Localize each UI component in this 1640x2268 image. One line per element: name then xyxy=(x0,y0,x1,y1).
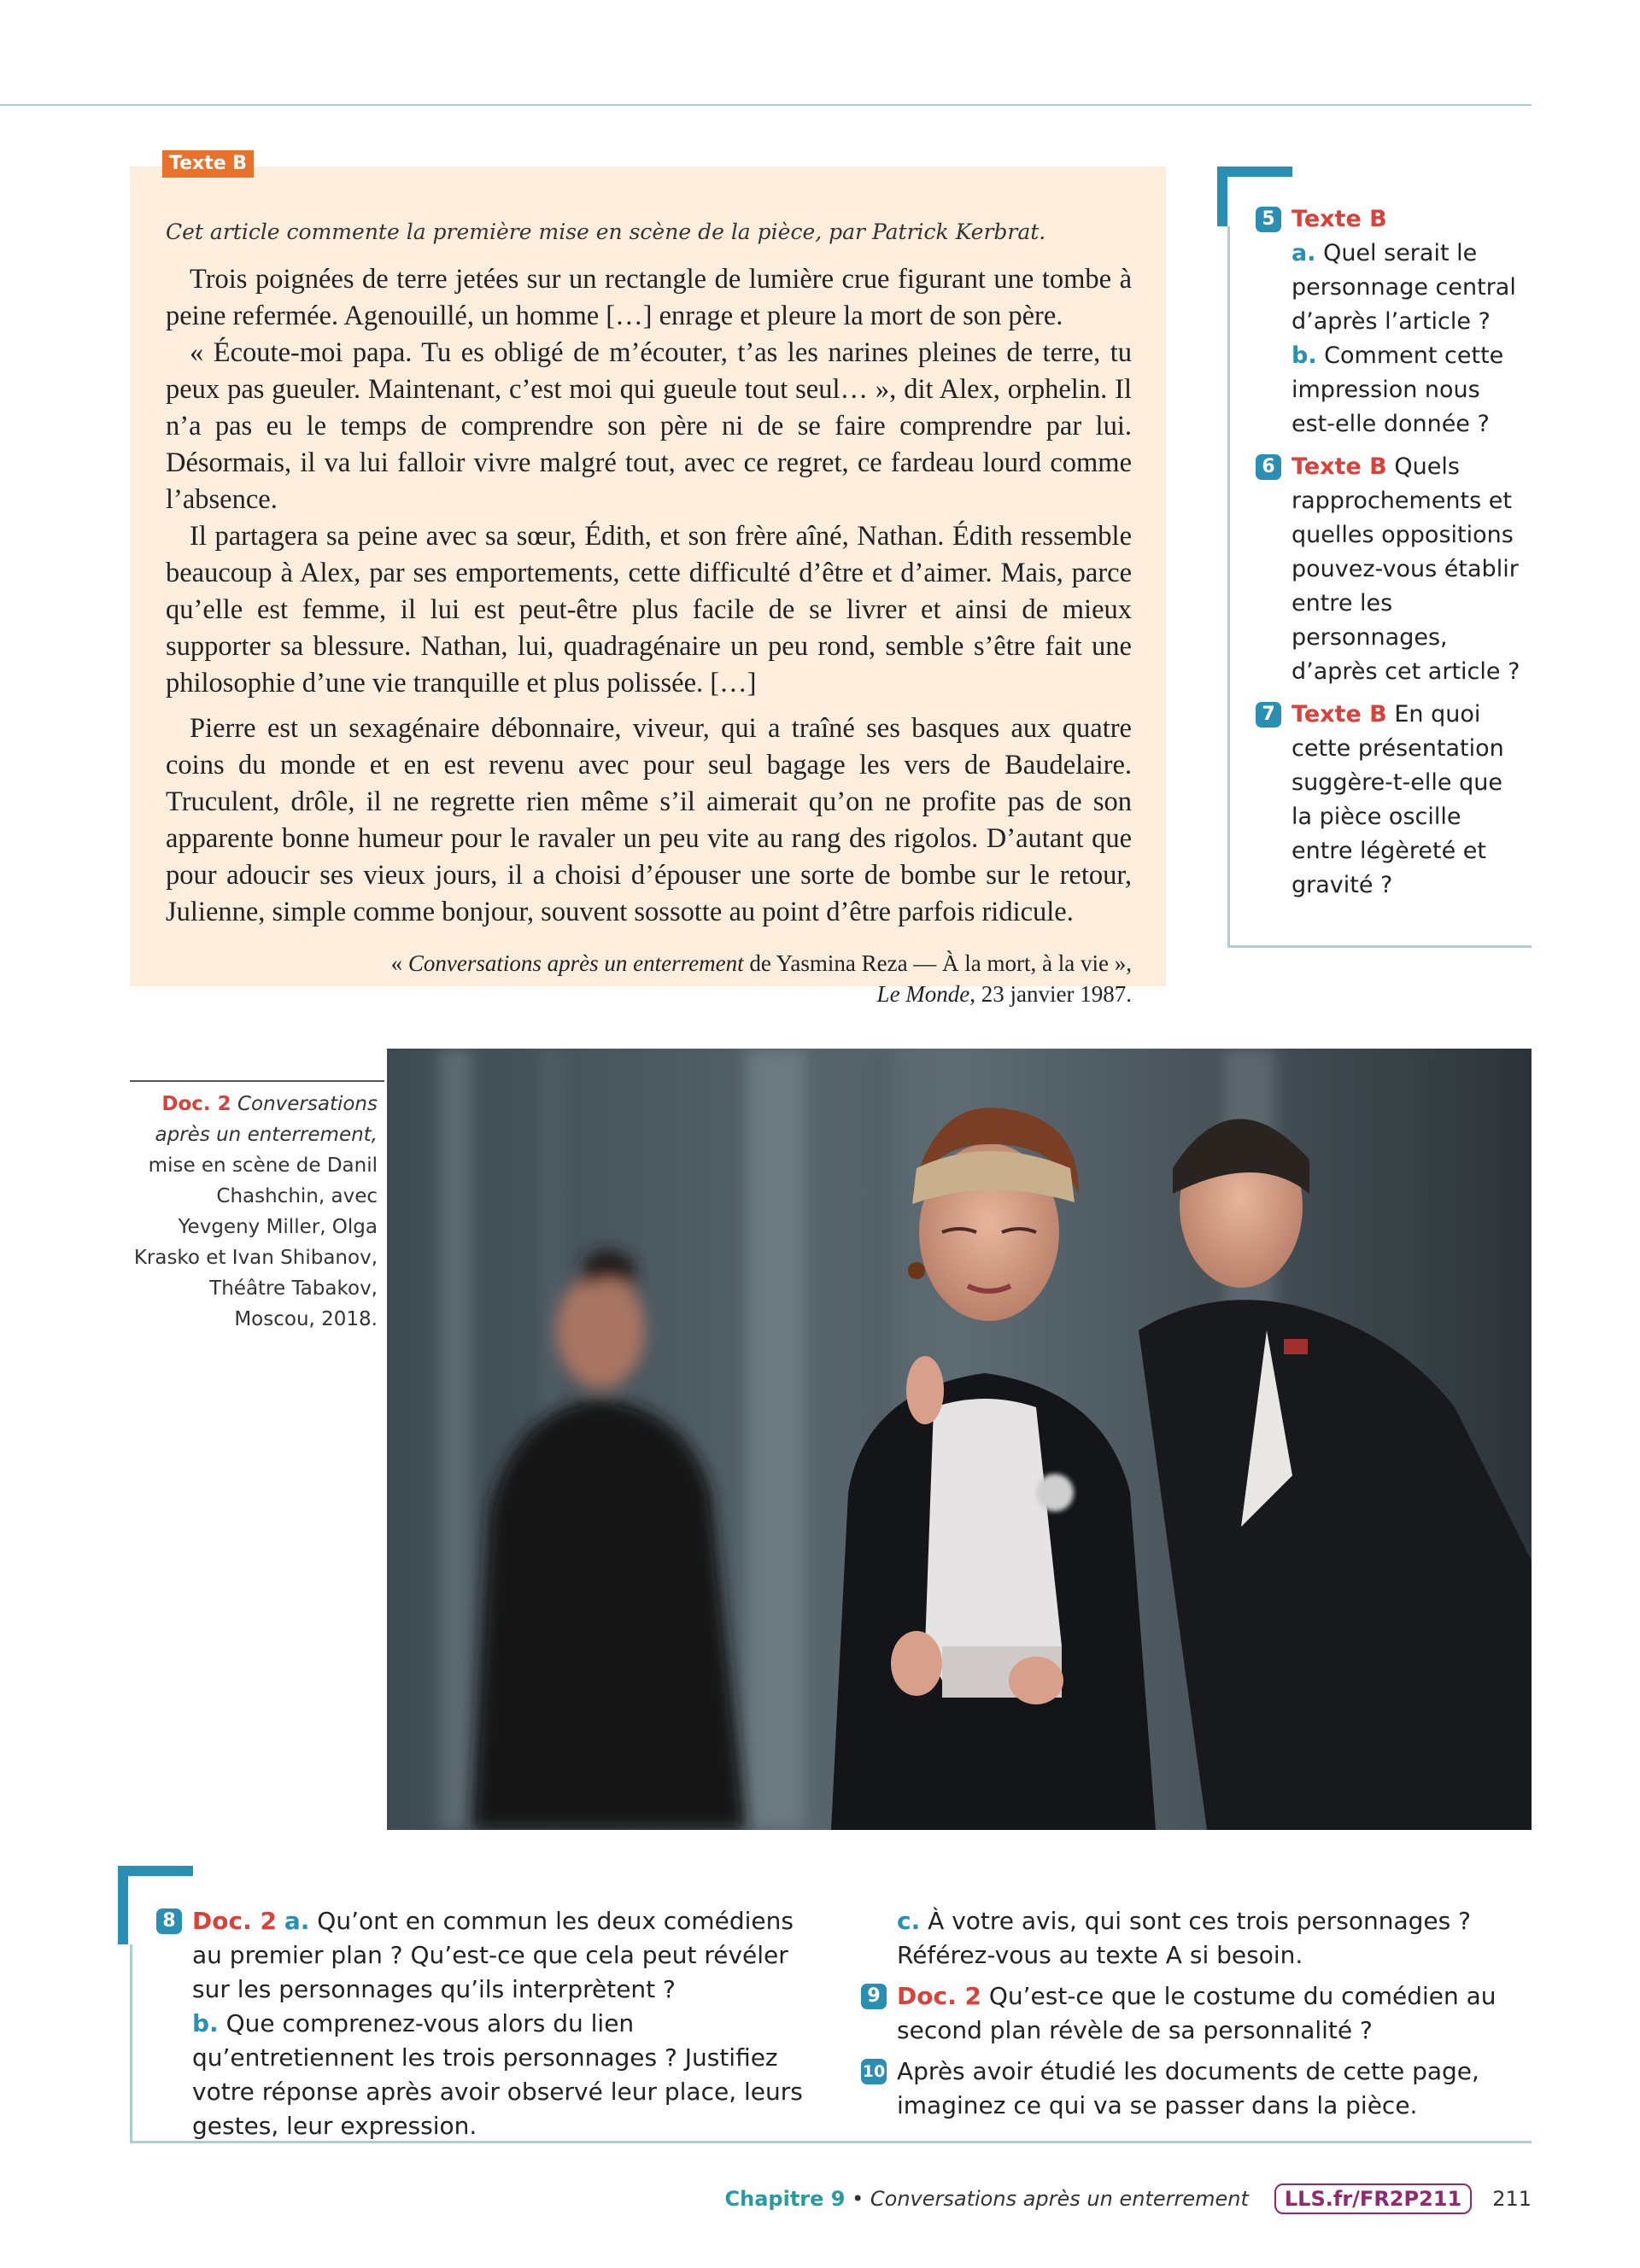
question-letter: a. xyxy=(284,1907,310,1935)
panel-border xyxy=(130,1944,132,2143)
footer-separator: • xyxy=(845,2187,870,2211)
panel-border xyxy=(1227,945,1532,948)
question-text: Comment cette impression nous est-elle donnée ? xyxy=(1292,342,1504,437)
source-title: Conversations après un enterrement xyxy=(407,950,744,976)
question-letter: a. xyxy=(1292,240,1316,266)
question-number: 5 xyxy=(1256,207,1281,232)
article-source xyxy=(166,948,1132,1009)
panel-corner xyxy=(118,1866,193,1876)
question-ref: Texte B xyxy=(1292,453,1387,480)
question-6 xyxy=(1256,450,1529,689)
question-text: Quels rapprochements et quelles oppositions pouvez-vous établir entre les personnages, d’après cet article ? xyxy=(1292,453,1520,685)
question-text: Que comprenez-vous alors du lien qu’entretiennent les trois personnages ? Justifiez votre réponse après avoir observé leur place, leurs gestes, leur expression. xyxy=(192,2009,803,2140)
question-text: Qu’est-ce que le costume du comédien au second plan révèle de sa personnalité ? xyxy=(897,1982,1496,2044)
panel-corner xyxy=(1217,167,1227,226)
stage-photo-graphic xyxy=(387,1049,1532,1830)
source-mid: de Yasmina Reza — À la mort, à la vie », xyxy=(743,950,1132,976)
page-footer xyxy=(725,2182,1532,2216)
question-letter: c. xyxy=(897,1907,921,1935)
panel-corner xyxy=(118,1866,128,1944)
question-ref: Texte B xyxy=(1292,206,1387,232)
footer-chapter: Chapitre 9 xyxy=(724,2187,846,2211)
question-9 xyxy=(861,1979,1519,2048)
article-paragraph: Il partagera sa peine avec sa sœur, Édith, et son frère aîné, Nathan. Édith ressemble beaucoup à Alex, par ses emportements, cette difficulté d’être et d’aimer. Mais, parce qu’elle est femme, il lui est peut-être plus facile de se livrer et ainsi de mieux supporter sa blessure. Nathan, lui, quadragénaire un peu rond, semble s’être fait une philosophie d’une vie tranquille et plus polissée. […] xyxy=(166,521,1132,699)
bottom-questions-right xyxy=(861,1904,1519,2130)
panel-border xyxy=(1227,226,1230,948)
question-letter: b. xyxy=(1292,342,1317,369)
photo-caption xyxy=(130,1089,378,1335)
question-number: 6 xyxy=(1256,454,1281,480)
question-text: Après avoir étudié les documents de cette page, imaginez ce qui va se passer dans la pièce. xyxy=(897,2057,1479,2119)
question-ref: Doc. 2 xyxy=(192,1907,277,1935)
question-7 xyxy=(1256,698,1529,903)
question-text: En quoi cette présentation suggère-t-elle que la pièce oscille entre légèreté et gravité ? xyxy=(1292,701,1504,898)
source-date: , 23 janvier 1987. xyxy=(969,981,1132,1007)
question-letter: b. xyxy=(192,2009,219,2037)
question-text: Quel serait le personnage central d’après l’article ? xyxy=(1292,240,1516,335)
panel-corner xyxy=(1217,167,1292,177)
article-paragraph: « Écoute-moi papa. Tu es obligé de m’écouter, t’as les narines pleines de terre, tu peux pas gueuler. Maintenant, c’est moi qui gueule tout seul… », dit Alex, orphelin. Il n’a pas eu le temps de comprendre son père ni de se faire comprendre par lui. Désormais, il va lui falloir vivre malgré tout, avec ce regret, ce fardeau lourd comme l’absence. xyxy=(166,337,1132,515)
bottom-questions-left xyxy=(156,1904,805,2150)
question-text: Qu’ont en commun les deux comédiens au premier plan ? Qu’est-ce que cela peut révéler sur les personnages qu’ils interprètent ? xyxy=(192,1907,794,2003)
article-paragraph: Pierre est un sexagénaire débonnaire, viveur, qui a traîné ses basques aux quatre coins du monde et en est revenu avec pour seul bagage les vers de Baudelaire. Truculent, drôle, il ne regrette rien même s’il aimerait qu’on ne profite pas de son apparente bonne humeur pour le ravaler un peu vite au rang des rigolos. D’autant que pour adoucir ses vieux jours, il a choisi d’épouser une sorte de bombe sur le retour, Julienne, simple comme bonjour, souvent sossotte au point d’être parfois ridicule. xyxy=(166,713,1132,927)
article-paragraph: Trois poignées de terre jetées sur un rectangle de lumière crue figurant une tombe à peine refermée. Agenouillé, un homme […] enrage et pleure la mort de son père. xyxy=(166,264,1132,331)
question-number: 9 xyxy=(861,1984,887,2009)
footer-chapter-line xyxy=(725,2187,1249,2211)
texte-b-tag: Texte B xyxy=(162,150,254,178)
question-text: À votre avis, qui sont ces trois personnages ? Référez-vous au texte A si besoin. xyxy=(897,1907,1471,1969)
caption-title: Conversations après un enterrement, xyxy=(155,1093,378,1146)
footer-title: Conversations après un enterrement xyxy=(870,2187,1249,2211)
question-10 xyxy=(861,2055,1519,2123)
question-8c xyxy=(861,1904,1519,1973)
question-ref: Texte B xyxy=(1292,701,1387,728)
caption-doc-label: Doc. 2 xyxy=(161,1093,231,1115)
article-body xyxy=(166,261,1132,931)
question-number: 8 xyxy=(156,1909,182,1934)
stage-photo xyxy=(387,1049,1532,1830)
footer-link[interactable]: LLS.fr/FR2P211 xyxy=(1274,2183,1472,2214)
top-rule xyxy=(0,104,1532,106)
question-5 xyxy=(1256,202,1529,441)
question-8 xyxy=(156,1904,805,2143)
article-box xyxy=(130,167,1166,1007)
question-number: 10 xyxy=(861,2059,887,2084)
source-open: « xyxy=(390,950,408,976)
article-intro: Cet article commente la première mise en scène de la pièce, par Patrick Kerbrat. xyxy=(166,219,1046,244)
side-questions-panel xyxy=(1217,167,1532,948)
caption-rule xyxy=(130,1080,384,1082)
caption-text: mise en scène de Danil Chashchin, avec Yevgeny Miller, Olga Krasko et Ivan Shibanov, Théâtre Tabakov, Moscou, 2018. xyxy=(133,1154,378,1330)
question-ref: Doc. 2 xyxy=(897,1982,981,2010)
page-number: 211 xyxy=(1492,2187,1532,2211)
question-number: 7 xyxy=(1256,702,1281,728)
source-paper: Le Monde xyxy=(876,981,970,1007)
